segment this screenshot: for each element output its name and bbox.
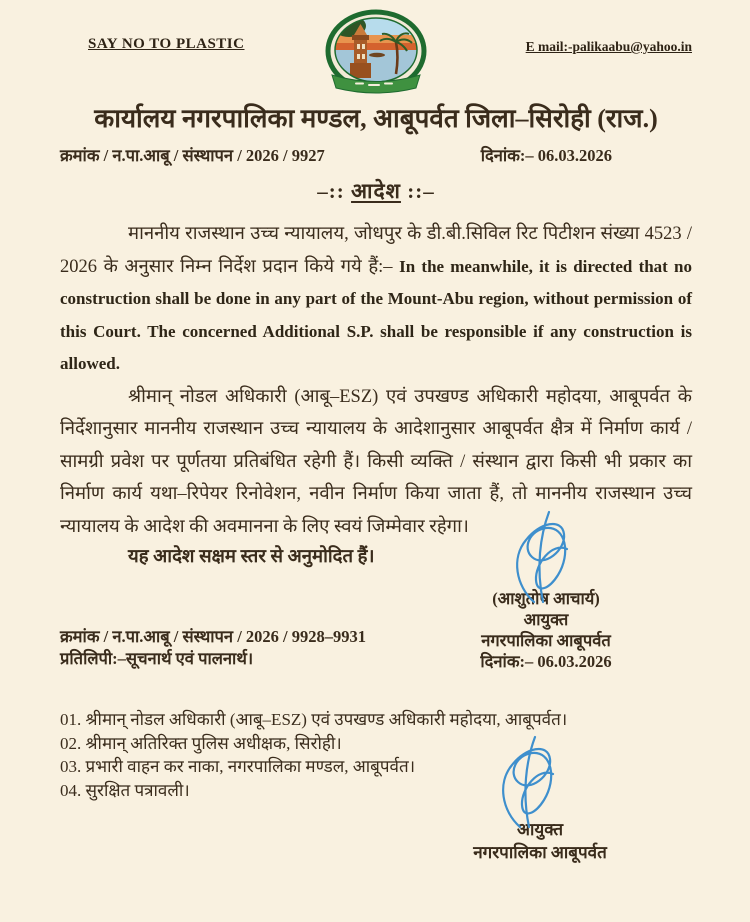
distribution-ref-number: क्रमांक / न.पा.आबू / संस्थापन / 2026 / 9928–9931 — [60, 627, 366, 646]
distribution-list — [60, 708, 692, 802]
signature-scribble-icon — [496, 506, 588, 606]
footer-organization: नगरपालिका आबूपर्वत — [473, 843, 607, 862]
signatory-block — [430, 588, 662, 672]
list-item: 03. प्रभारी वाहन कर नाका, नगरपालिका मण्डल, आबूपर्वत। — [60, 757, 416, 776]
copy-label: प्रतिलिपी:–सूचनार्थ एवं पालनार्थ। — [60, 649, 254, 668]
order-paragraph-2: श्रीमान् नोडल अधिकारी (आबू–ESZ) एवं उपखण्ड अधिकारी महोदया, आबूपर्वत के निर्देशानुसार माननीय राजस्थान उच्च न्यायालय के आदेशानुसार आबूपर्वत क्षैत्र में निर्माण कार्य / सामग्री प्रवेश पर पूर्णतया प्रतिबंधित रहेगी हैं। किसी व्यक्ति / संस्थान द्वारा किसी भी प्रकार का निर्माण कार्य यथा–रिपेयर रिनोवेशन, नवीन निर्माण किया जाता हैं, तो माननीय राजस्थान उच्च न्यायालय के आदेश की अवमानना के लिए स्वयं जिम्मेवार रहेगा। — [60, 386, 692, 537]
letterhead — [60, 22, 692, 100]
email-text: E mail:-palikaabu@yahoo.in — [525, 39, 692, 54]
signature-zone-1 — [60, 568, 692, 684]
list-item: 04. सुरक्षित पत्रावली। — [60, 780, 190, 800]
distribution-refs — [60, 626, 366, 670]
paragraph-1-hindi: माननीय राजस्थान उच्च न्यायालय, जोधपुर के डी.बी.सिविल रिट पिटीशन संख्या 4523 / 2026 के अनुसार निम्न निर्देश प्रदान किये गये हैं:– — [60, 224, 692, 277]
footer-designation: आयुक्त — [516, 820, 564, 839]
date-text: दिनांक:– 06.03.2026 — [480, 146, 612, 165]
signatory-designation: आयुक्त — [523, 610, 569, 629]
heading-suffix: ::– — [400, 179, 435, 203]
signature-zone-2 — [60, 802, 692, 922]
list-item: 01. श्रीमान् नोडल अधिकारी (आबू–ESZ) एवं उपखण्ड अधिकारी महोदया, आबूपर्वत। — [60, 710, 568, 729]
list-item: 02. श्रीमान् अतिरिक्त पुलिस अधीक्षक, सिरोही। — [60, 733, 342, 753]
order-heading — [60, 177, 692, 205]
court-directive-english: In the meanwhile, it is directed that no construction shall be done in any part of the Mount-Abu region, without permission of this Court. The concerned Additional S.P. shall be responsible if any construction is allowed. — [60, 256, 692, 373]
order-body — [60, 218, 692, 568]
ref-number: क्रमांक / न.पा.आबू / संस्थापन / 2026 / 9927 — [60, 146, 325, 165]
slogan-text: SAY NO TO PLASTIC — [88, 36, 245, 52]
approval-line: यह आदेश सक्षम स्तर से अनुमोदित हैं। — [128, 547, 375, 567]
office-title: कार्यालय नगरपालिका मण्डल, आबूपर्वत जिला–सिरोही (राज.) — [94, 104, 658, 133]
heading-prefix: –:: — [317, 179, 352, 203]
heading-word: आदेश — [351, 179, 401, 203]
order-paragraph-1 — [60, 218, 692, 381]
signature-scribble-icon — [482, 730, 574, 832]
reference-row — [60, 143, 692, 166]
footer-signatory-block — [424, 818, 656, 864]
signatory-organization: नगरपालिका आबूपर्वत — [481, 631, 611, 650]
signature-date: दिनांक:– 06.03.2026 — [480, 652, 612, 671]
signatory-name: (आशुतोष आचार्य) — [492, 589, 600, 608]
municipal-emblem-icon — [325, 10, 427, 107]
